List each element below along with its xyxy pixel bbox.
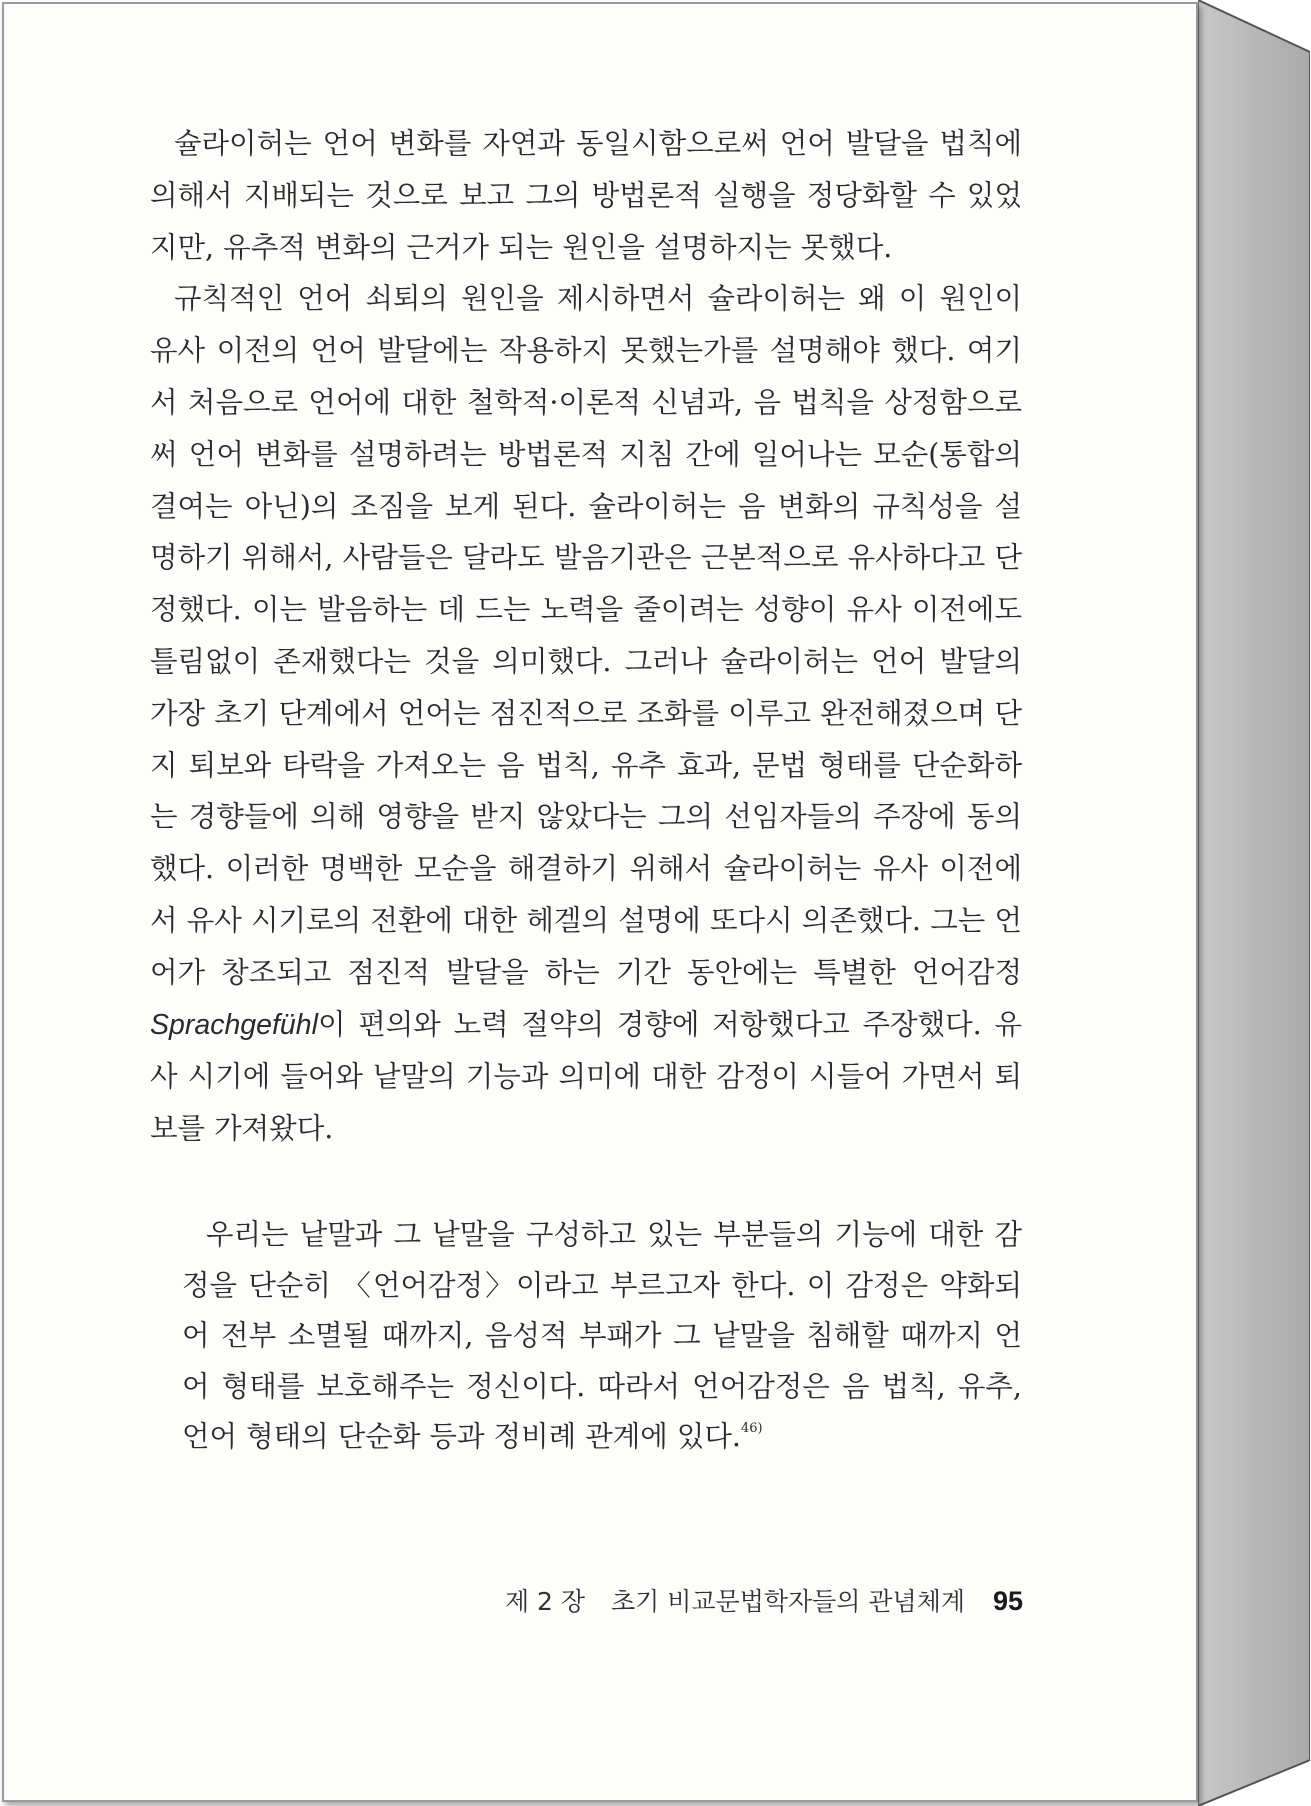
paragraph-2-text: 규칙적인 언어 쇠퇴의 원인을 제시하면서 슐라이허는 왜 이 원인이 유사 이전의 언어 발달에는 작용하지 못했는가를 설명해야 했다. 여기서 처음으로 언어에 대한 철학적·이론적 신념과, 음 법칙을 상정함으로써 언어 변화를 설명하려는 방법론적 지침 간에 일어나는 모순(통합의 결여는 아닌)의 조짐을 보게 된다. 슐라이허는 음 변화의 규칙성을 설명하기 위해서, 사람들은 달라도 발음기관은 근본적으로 유사하다고 단정했다. 이는 발음하는 데 드는 노력을 줄이려는 성향이 유사 이전에도 틀림없이 존재했다는 것을 의미했다. 그러나 슐라이허는 언어 발달의 가장 초기 단계에서 언어는 점진적으로 조화를 이루고 완전해졌으며 단지 퇴보와 타락을 가져오는 음 법칙, 유추 효과, 문법 형태를 단순화하는 경향들에 의해 영향을 받지 않았다는 그의 선임자들의 주장에 동의했다. 이러한 명백한 모순을 해결하기 위해서 슐라이허는 유사 이전에서 유사 시기로의 전환에 대한 헤겔의 설명에 또다시 의존했다. 그는 언어가 창조되고 점진적 발달을 하는 기간 동안에는 특별한 언어감정 — [150, 282, 1022, 989]
footer-title: 초기 비교문법학자들의 관념체계 — [611, 1587, 965, 1616]
page-number: 95 — [992, 1586, 1023, 1616]
quote-text: 우리는 낱말과 그 낱말을 구성하고 있는 부분들의 기능에 대한 감정을 단순히 〈언어감정〉이라고 부르고자 한다. 이 감정은 약화되어 전부 소멸될 때까지, 음성적 부패가 그 낱말을 침해할 때까지 언어 형태를 보호해주는 정신이다. 따라서 언어감정은 음 법칙, 유추, 언어 형태의 단순화 등과 정비례 관계에 있다. — [182, 1218, 1022, 1453]
paragraph-2-tail: 이 편의와 노력 절약의 경향에 저항했다고 주장했다. 유사 시기에 들어와 낱말의 기능과 의미에 대한 감정이 시들어 가면서 퇴보를 가져왔다. — [150, 1007, 1022, 1146]
paragraph-1: 슐라이허는 언어 변화를 자연과 동일시함으로써 언어 발달을 법칙에 의해서 지배되는 것으로 보고 그의 방법론적 실행을 정당화할 수 있었지만, 유추적 변화의 근거가 되는 원인을 설명하지는 못했다. — [150, 127, 1022, 264]
book-spine-3d — [1198, 0, 1310, 1806]
paragraph-2 — [150, 273, 1022, 1155]
term-sprachgefuehl: Sprachgefühl — [150, 1008, 318, 1041]
body-text — [150, 118, 1022, 1155]
footnote-ref: 46) — [740, 1421, 763, 1436]
footer-chapter: 제 2 장 — [504, 1587, 586, 1616]
page-footer — [505, 1582, 1023, 1618]
block-quote — [182, 1210, 1022, 1463]
